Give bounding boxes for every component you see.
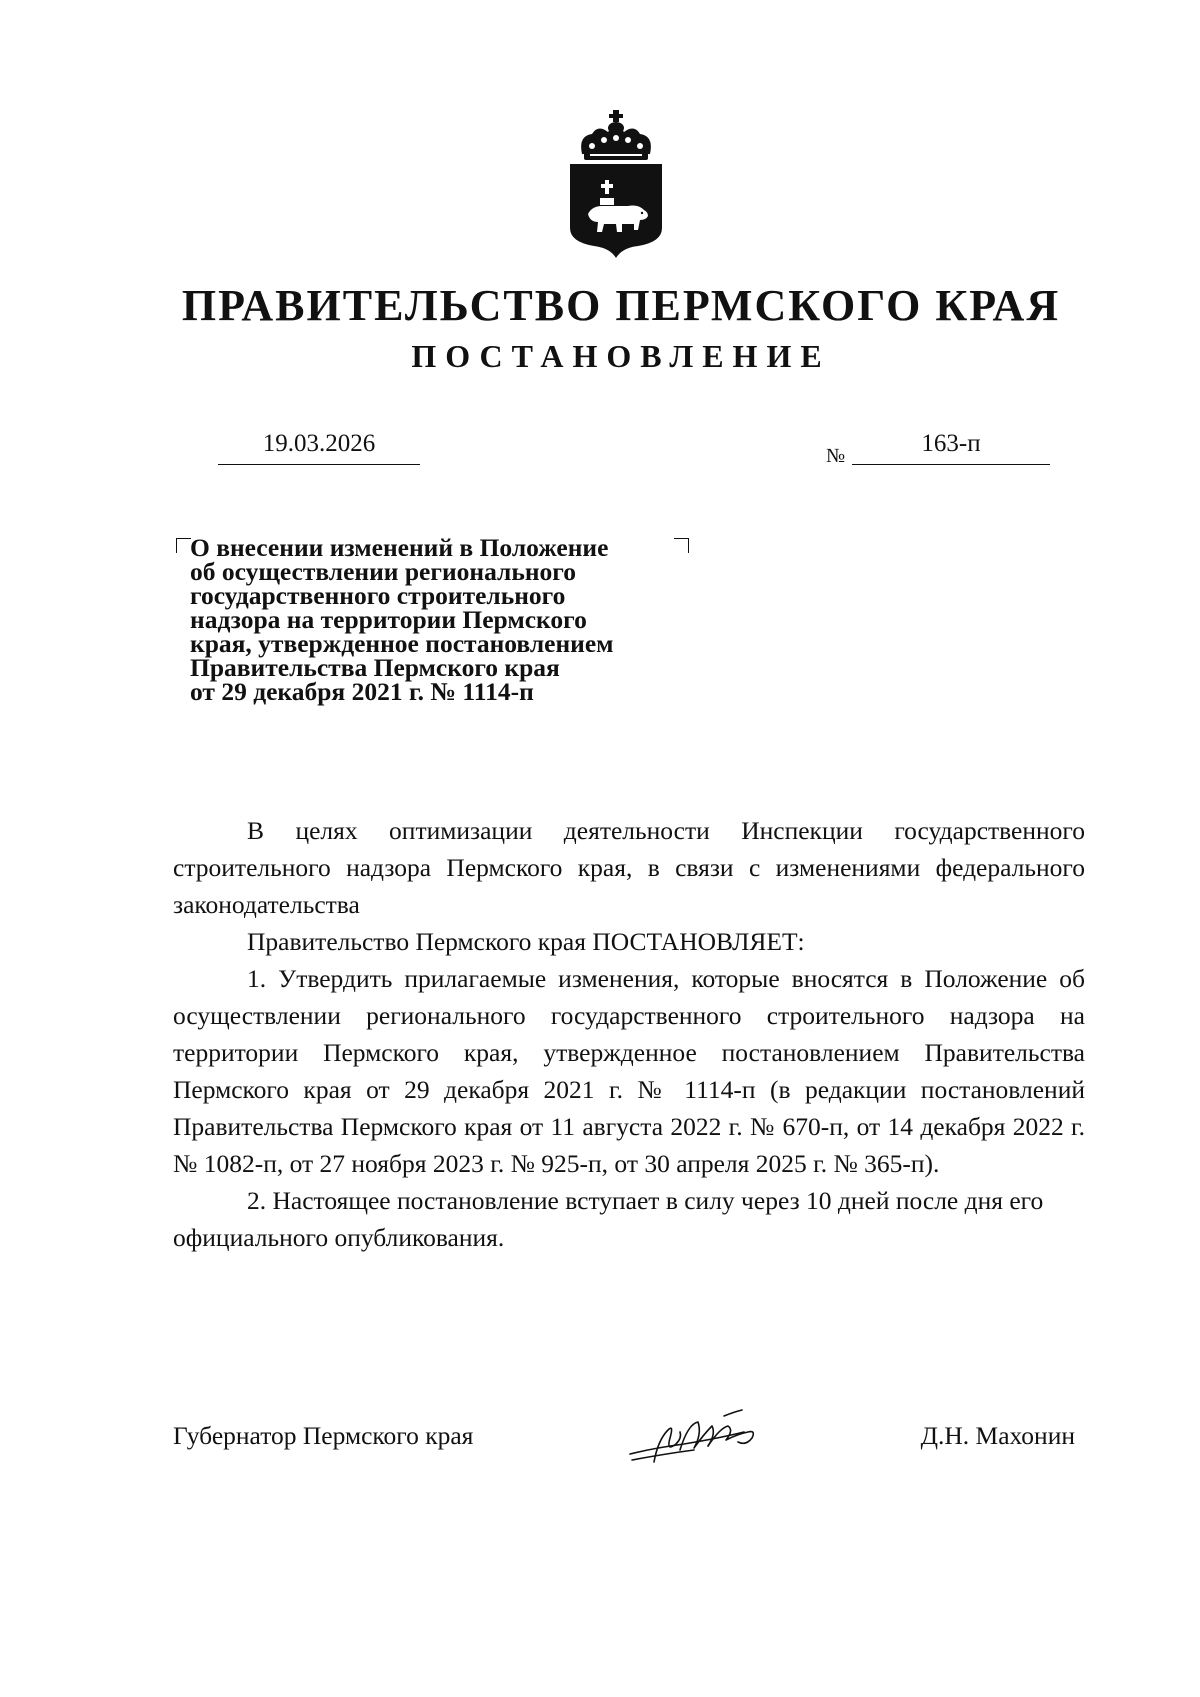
perm-krai-coat-of-arms-icon	[568, 110, 664, 260]
document-subject	[190, 533, 690, 706]
subject-line: надзора на территории Пермского	[190, 605, 587, 634]
subject-line: от 29 декабря 2021 г. № 1114-п	[190, 677, 534, 706]
resolution-statement: Правительство Пермского края ПОСТАНОВЛЯЕТ:	[247, 927, 805, 956]
document-number: 163-п	[852, 424, 1050, 465]
document-number-field	[826, 424, 1050, 467]
signatory-title: Губернатор Пермского края	[173, 1421, 474, 1450]
document-date: 19.03.2026	[218, 424, 420, 465]
signatory-name: Д.Н. Махонин	[920, 1421, 1075, 1450]
subject-line: Правительства Пермского края	[190, 653, 560, 682]
subject-line: края, утвержденное постановлением	[190, 629, 614, 658]
document-type-heading: ПОСТАНОВЛЕНИЕ	[411, 338, 831, 374]
organization-title: ПРАВИТЕЛЬСТВО ПЕРМСКОГО КРАЯ	[181, 281, 1061, 330]
subject-corner-mark-left	[176, 538, 191, 553]
body-paragraph: В целях оптимизации деятельности Инспекции государственного строительного надзора Пермского края, в связи с изменениями федерального законодательства	[173, 816, 1085, 919]
body-paragraph: 1. Утвердить прилагаемые изменения, которые вносятся в Положение об осуществлении регионального государственного строительного надзора на территории Пермского края, утвержденное постановлением Правительства Пермского края от 29 декабря 2021 г. № 1114-п (в редакции постановлений Правительства Пермского края от 11 августа 2022 г. № 670-п, от 14 декабря 2022 г. № 1082-п, от 27 ноября 2023 г. № 925-п, от 30 апреля 2025 г. № 365-п).	[173, 964, 1085, 1178]
subject-line: об осуществлении регионального	[190, 557, 576, 586]
subject-line: государственного строительного	[190, 581, 566, 610]
handwritten-signature-icon	[624, 1404, 784, 1484]
document-body	[173, 812, 1085, 1256]
body-paragraph: 2. Настоящее постановление вступает в силу через 10 дней после дня его официального опубликования.	[173, 1186, 1044, 1252]
subject-line: О внесении изменений в Положение	[190, 533, 609, 562]
number-sign: №	[826, 445, 846, 467]
